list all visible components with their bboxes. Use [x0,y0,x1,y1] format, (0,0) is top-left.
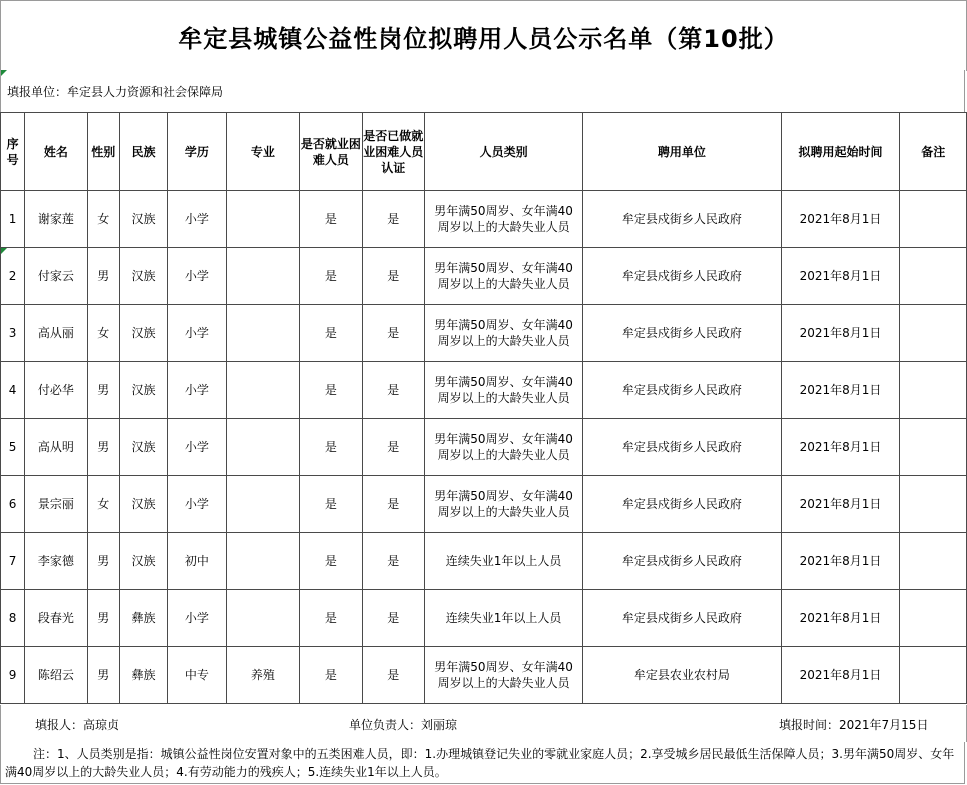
cell-ethnic[interactable]: 汉族 [119,533,167,590]
cell-certified[interactable]: 是 [362,647,424,704]
cell-difficult[interactable]: 是 [300,362,362,419]
cell-education[interactable]: 中专 [168,647,226,704]
cell-ethnic[interactable]: 汉族 [119,191,167,248]
cell-start-date[interactable]: 2021年8月1日 [781,362,900,419]
cell-employer[interactable]: 牟定县戍街乡人民政府 [583,305,781,362]
cell-note[interactable] [900,362,967,419]
cell-start-date[interactable]: 2021年8月1日 [781,248,900,305]
cell-difficult[interactable]: 是 [300,248,362,305]
cell-certified[interactable]: 是 [362,476,424,533]
header-cell-certified[interactable]: 是否已做就业困难人员认证 [362,113,424,191]
cell-name[interactable]: 景宗丽 [25,476,87,533]
cell-gender[interactable]: 男 [87,590,119,647]
cell-education[interactable]: 小学 [168,305,226,362]
cell-index[interactable]: 9 [1,647,25,704]
cell-ethnic[interactable]: 汉族 [119,362,167,419]
cell-start-date[interactable]: 2021年8月1日 [781,590,900,647]
table-row [1,476,967,533]
cell-education[interactable]: 小学 [168,419,226,476]
cell-employer[interactable]: 牟定县戍街乡人民政府 [583,362,781,419]
personnel-table [0,112,967,704]
cell-category[interactable]: 男年满50周岁、女年满40周岁以上的大龄失业人员 [425,248,583,305]
cell-category[interactable]: 男年满50周岁、女年满40周岁以上的大龄失业人员 [425,305,583,362]
cell-category[interactable]: 连续失业1年以上人员 [425,590,583,647]
note-cell[interactable] [0,742,965,784]
cell-employer[interactable]: 牟定县戍街乡人民政府 [583,248,781,305]
note-text: 注：1、人员类别是指：城镇公益性岗位安置对象中的五类困难人员，即：1.办理城镇登记失业的零就业家庭人员；2.享受城乡居民最低生活保障人员；3.男年满50周岁、女年满40周岁以上的大龄失业人员；4.有劳动能力的残疾人；5.连续失业1年以上人员。 [5,747,955,779]
cell-employer[interactable]: 牟定县戍街乡人民政府 [583,476,781,533]
cell-category[interactable]: 男年满50周岁、女年满40周岁以上的大龄失业人员 [425,476,583,533]
table-row [1,305,967,362]
cell-ethnic[interactable]: 汉族 [119,476,167,533]
cell-certified[interactable]: 是 [362,191,424,248]
cell-name[interactable]: 段春光 [25,590,87,647]
table-row [1,590,967,647]
cell-name[interactable]: 付必华 [25,362,87,419]
cell-education[interactable]: 小学 [168,362,226,419]
unit-head-label: 单位负责人：刘丽琼 [349,718,458,732]
cell-difficult[interactable]: 是 [300,533,362,590]
cell-certified[interactable]: 是 [362,533,424,590]
cell-start-date[interactable]: 2021年8月1日 [781,191,900,248]
footer-row[interactable] [0,705,967,742]
cell-employer[interactable]: 牟定县农业农村局 [583,647,781,704]
cell-note[interactable] [900,647,967,704]
cell-index[interactable]: 4 [1,362,25,419]
table-row [1,647,967,704]
header-cell-education[interactable]: 学历 [168,113,226,191]
cell-major[interactable] [226,362,300,419]
header-cell-ethnic[interactable]: 民族 [119,113,167,191]
cell-difficult[interactable]: 是 [300,476,362,533]
table-body [1,191,967,704]
cell-gender[interactable]: 男 [87,533,119,590]
cell-gender[interactable]: 女 [87,476,119,533]
cell-ethnic[interactable]: 彝族 [119,590,167,647]
header-cell-employer[interactable]: 聘用单位 [583,113,781,191]
cell-major[interactable]: 养殖 [226,647,300,704]
cell-name[interactable]: 付家云 [25,248,87,305]
cell-major[interactable] [226,419,300,476]
cell-major[interactable] [226,590,300,647]
cell-difficult[interactable]: 是 [300,305,362,362]
cell-index[interactable]: 7 [1,533,25,590]
cell-gender[interactable]: 女 [87,191,119,248]
cell-start-date[interactable]: 2021年8月1日 [781,305,900,362]
cell-index[interactable]: 8 [1,590,25,647]
cell-index[interactable]: 3 [1,305,25,362]
cell-employer[interactable]: 牟定县戍街乡人民政府 [583,590,781,647]
cell-major[interactable] [226,248,300,305]
header-cell-category[interactable]: 人员类别 [425,113,583,191]
cell-note[interactable] [900,476,967,533]
header-cell-difficult[interactable]: 是否就业困难人员 [300,113,362,191]
cell-name[interactable]: 李家德 [25,533,87,590]
cell-start-date[interactable]: 2021年8月1日 [781,533,900,590]
cell-category[interactable]: 男年满50周岁、女年满40周岁以上的大龄失业人员 [425,419,583,476]
cell-category[interactable]: 男年满50周岁、女年满40周岁以上的大龄失业人员 [425,191,583,248]
header-row [1,113,967,191]
cell-index[interactable]: 1 [1,191,25,248]
cell-education[interactable]: 小学 [168,248,226,305]
cell-employer[interactable]: 牟定县戍街乡人民政府 [583,419,781,476]
cell-major[interactable] [226,533,300,590]
cell-start-date[interactable]: 2021年8月1日 [781,419,900,476]
reporting-unit-label: 填报单位：牟定县人力资源和社会保障局 [7,84,224,99]
cell-ethnic[interactable]: 汉族 [119,248,167,305]
cell-note[interactable] [900,191,967,248]
cell-difficult[interactable]: 是 [300,191,362,248]
cell-education[interactable]: 小学 [168,476,226,533]
cell-difficult[interactable]: 是 [300,419,362,476]
cell-name[interactable]: 陈绍云 [25,647,87,704]
cell-category[interactable]: 男年满50周岁、女年满40周岁以上的大龄失业人员 [425,647,583,704]
table-row [1,248,967,305]
cell-note[interactable] [900,248,967,305]
cell-difficult[interactable]: 是 [300,647,362,704]
cell-employer[interactable]: 牟定县戍街乡人民政府 [583,191,781,248]
cell-ethnic[interactable]: 汉族 [119,419,167,476]
cell-start-date[interactable]: 2021年8月1日 [781,647,900,704]
cell-note[interactable] [900,533,967,590]
cell-certified[interactable]: 是 [362,362,424,419]
cell-index[interactable]: 2 [1,248,25,305]
cell-gender[interactable]: 男 [87,248,119,305]
header-cell-note[interactable]: 备注 [900,113,967,191]
table-row [1,419,967,476]
cell-note[interactable] [900,419,967,476]
report-date-label: 填报时间：2021年7月15日 [779,718,929,732]
cell-major[interactable] [226,476,300,533]
cell-name[interactable]: 高从明 [25,419,87,476]
reporting-unit-cell[interactable] [0,70,965,112]
cell-gender[interactable]: 男 [87,647,119,704]
header-cell-major[interactable]: 专业 [226,113,300,191]
cell-gender[interactable]: 男 [87,362,119,419]
cell-gender[interactable]: 女 [87,305,119,362]
cell-note[interactable] [900,305,967,362]
header-cell-index[interactable]: 序号 [1,113,25,191]
cell-start-date[interactable]: 2021年8月1日 [781,476,900,533]
cell-certified[interactable]: 是 [362,590,424,647]
cell-ethnic[interactable]: 彝族 [119,647,167,704]
cell-index[interactable]: 6 [1,476,25,533]
table-row [1,362,967,419]
cell-certified[interactable]: 是 [362,305,424,362]
cell-education[interactable]: 初中 [168,533,226,590]
title-cell[interactable] [0,0,967,71]
cell-major[interactable] [226,191,300,248]
cell-certified[interactable]: 是 [362,419,424,476]
table-row [1,191,967,248]
cell-education[interactable]: 小学 [168,590,226,647]
header-cell-gender[interactable]: 性别 [87,113,119,191]
cell-category[interactable]: 连续失业1年以上人员 [425,533,583,590]
cell-employer[interactable]: 牟定县戍街乡人民政府 [583,533,781,590]
cell-comment-marker [1,248,7,254]
cell-ethnic[interactable]: 汉族 [119,305,167,362]
filler-label: 填报人：高琼贞 [35,718,120,732]
cell-gender[interactable]: 男 [87,419,119,476]
cell-major[interactable] [226,305,300,362]
cell-name[interactable]: 高从丽 [25,305,87,362]
header-cell-start-date[interactable]: 拟聘用起始时间 [781,113,900,191]
cell-category[interactable]: 男年满50周岁、女年满40周岁以上的大龄失业人员 [425,362,583,419]
header-cell-name[interactable]: 姓名 [25,113,87,191]
cell-education[interactable]: 小学 [168,191,226,248]
table-row [1,533,967,590]
cell-index[interactable]: 5 [1,419,25,476]
page-title: 牟定县城镇公益性岗位拟聘用人员公示名单（第10批） [178,24,789,53]
cell-name[interactable]: 谢家莲 [25,191,87,248]
cell-difficult[interactable]: 是 [300,590,362,647]
cell-certified[interactable]: 是 [362,248,424,305]
cell-note[interactable] [900,590,967,647]
